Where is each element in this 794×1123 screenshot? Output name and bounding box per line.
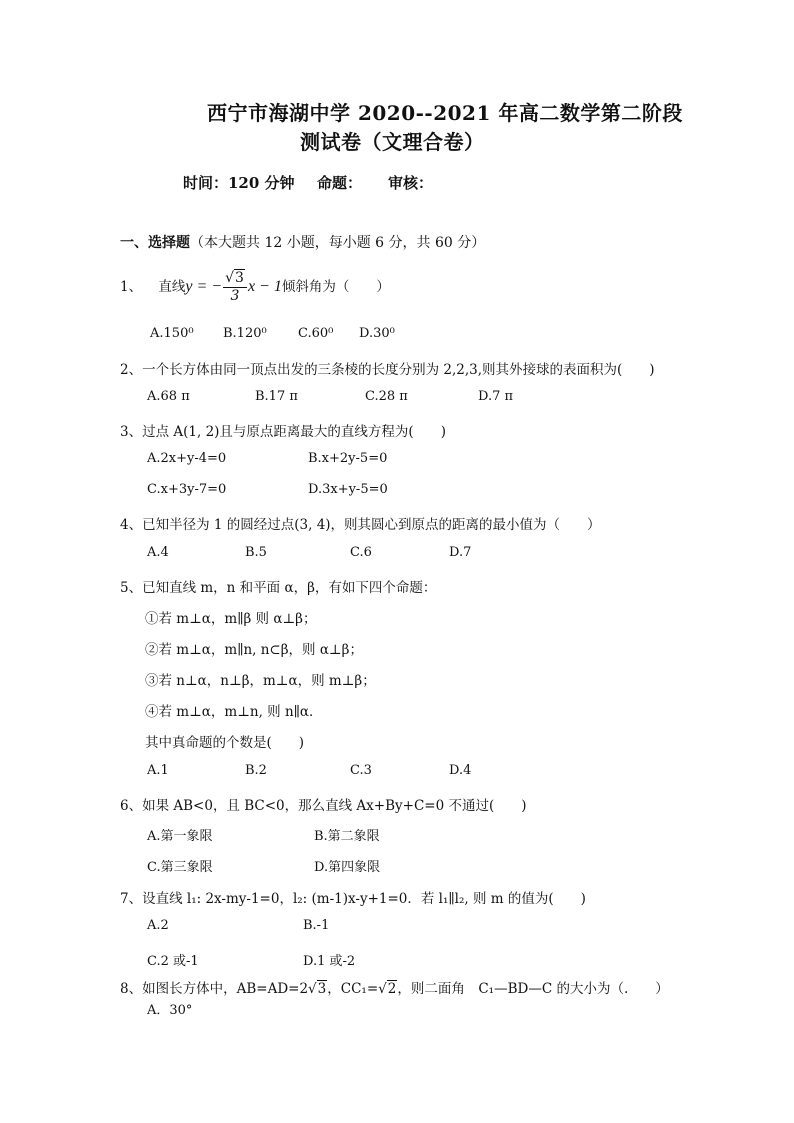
q7-option-c: C.2 或-1 [147,954,199,969]
q1-option-d: D.30⁰ [359,326,395,341]
q6-option-c: C.第三象限 [147,860,213,875]
question-1-post: 倾斜角为（ ） [281,279,390,295]
q3-option-c: C.x+3y-7=0 [147,482,227,497]
q5-option-a: A.1 [147,763,169,778]
q5-option-d: D.4 [449,763,472,778]
q8-option-a: A．30° [147,1003,193,1018]
q7-option-b: B.-1 [303,918,330,933]
question-8: 8、如图长方体中，AB=AD=2√3，CC₁=√2，则二面角 C₁—BD—C 的大小为（. ） [120,981,669,997]
question-1-pre: 直线 [158,279,186,295]
q1-frac-num: 3 [235,270,244,286]
question-3: 3、过点 A(1, 2)且与原点距离最大的直线方程为( ) [120,424,446,440]
q5-option-b: B.2 [245,763,267,778]
q4-option-c: C.6 [350,545,372,560]
question-7: 7、设直线 l₁: 2x-my-1=0，l₂: (m-1)x-y+1=0．若 l₁∥l₂, 则 m 的值为( ) [120,891,586,907]
page-title-line1: 西宁市海湖中学 2020--2021 年高二数学第二阶段 [207,101,683,125]
q5-proposition-3: ③若 n⊥α，n⊥β，m⊥α，则 m⊥β； [145,673,376,689]
q1-option-c: C.60⁰ [298,326,334,341]
exam-reviewer: 审核： [388,174,434,192]
q7-option-a: A.2 [147,918,169,933]
q3-option-a: A.2x+y-4=0 [147,451,227,466]
q1-eq-rhs: x − 1 [247,278,282,295]
question-4: 4、已知半径为 1 的圆经过点(3, 4)，则其圆心到原点的距离的最小值为（ ） [120,517,601,533]
q8-sqrt-2: 2 [387,981,397,997]
q1-option-b: B.120⁰ [223,326,267,341]
q6-option-d: D.第四象限 [314,860,381,875]
q1-option-a: A.150⁰ [150,326,194,341]
q1-frac-den: 3 [230,288,240,304]
section-heading [120,232,485,252]
q3-option-d: D.3x+y-5=0 [308,482,388,497]
q4-option-a: A.4 [147,545,169,560]
section-note: （本大题共 12 小题，每小题 6 分，共 60 分） [190,235,486,251]
exam-author: 命题： [317,174,363,192]
q1-eq-lhs: y = − [185,278,223,295]
q2-option-a: A.68 π [147,389,190,404]
q6-option-a: A.第一象限 [147,829,213,844]
q5-proposition-2: ②若 m⊥α，m∥n, n⊂β，则 α⊥β； [145,642,363,658]
q8-mid: ，CC₁= [327,981,379,997]
section-label: 一、选择题 [120,235,190,251]
q5-proposition-4: ④若 m⊥α，m⊥n, 则 n∥α． [145,704,323,720]
q5-question: 其中真命题的个数是( ) [145,735,305,751]
q8-sqrt-1: 3 [317,981,327,997]
q2-option-c: C.28 π [365,389,408,404]
q3-option-b: B.x+2y-5=0 [308,451,388,466]
q2-option-d: D.7 π [478,389,514,404]
q1-fraction: $\frac{√3}{3}$ [223,270,247,305]
q8-pre: 8、如图长方体中，AB=AD=2 [120,981,309,997]
question-2: 2、一个长方体由同一顶点出发的三条棱的长度分别为 2,2,3,则其外接球的表面积为( ) [120,362,655,378]
page-title-line2: 测试卷（文理合卷） [300,130,485,154]
q2-option-b: B.17 π [255,389,298,404]
q4-option-d: D.7 [449,545,472,560]
exam-time: 时间：120 分钟 [183,174,295,192]
q7-option-d: D.1 或-2 [303,954,356,969]
question-1-number: 1、 [120,279,143,295]
q5-option-c: C.3 [350,763,372,778]
q4-option-b: B.5 [245,545,267,560]
q8-post: ，则二面角 C₁—BD—C 的大小为（. ） [397,981,669,997]
question-6: 6、如果 AB<0，且 BC<0，那么直线 Ax+By+C=0 不通过( ) [120,798,527,814]
q5-proposition-1: ①若 m⊥α，m∥β 则 α⊥β； [145,611,317,627]
q6-option-b: B.第二象限 [314,829,380,844]
question-1 [120,270,390,305]
question-5: 5、已知直线 m，n 和平面 α，β，有如下四个命题： [120,580,437,596]
